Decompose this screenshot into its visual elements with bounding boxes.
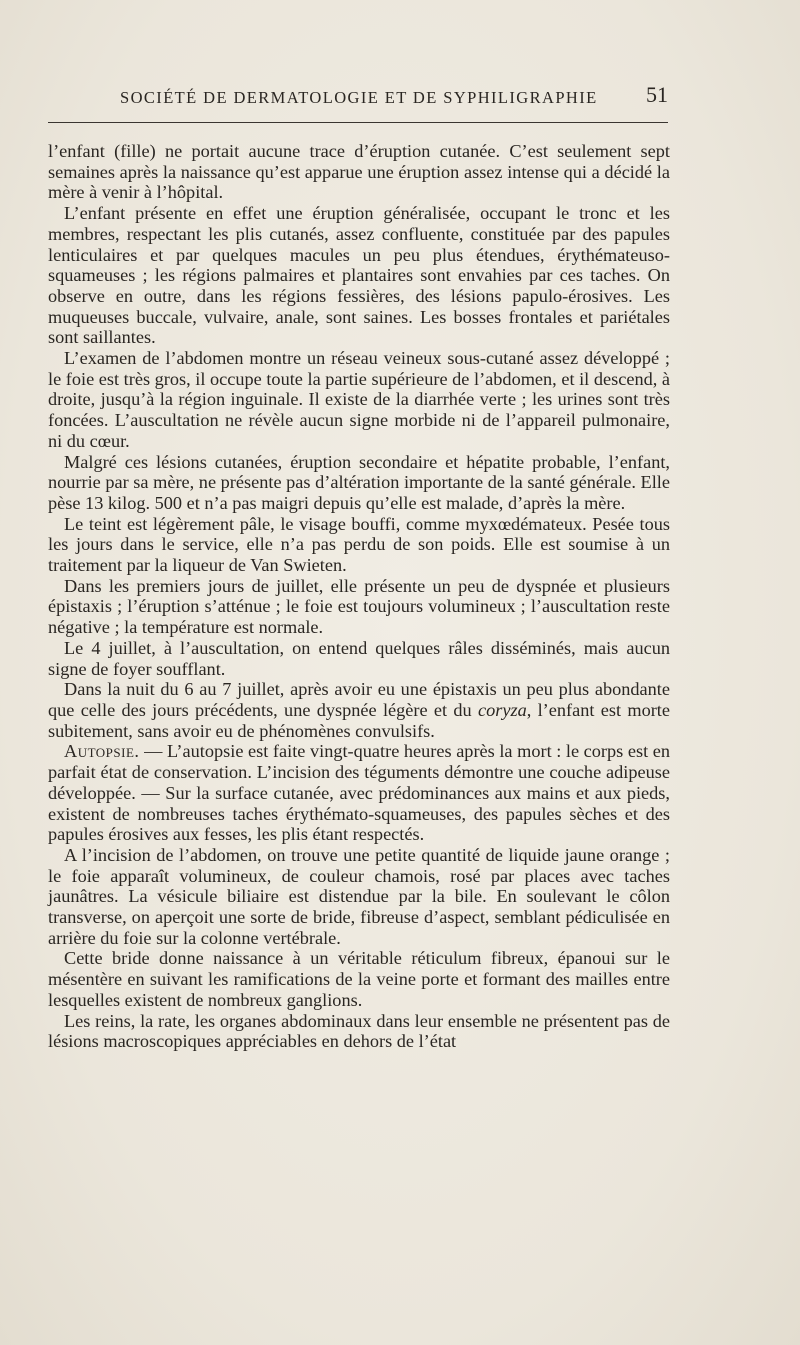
italic-term: coryza	[477, 699, 527, 720]
paragraph-7: Le 4 juillet, à l’auscultation, on entend quelques râles disséminés, mais aucun signe de foyer soufflant.	[48, 637, 670, 679]
header-rule	[48, 122, 668, 123]
page-number: 51	[646, 82, 668, 107]
paragraph-3: L’examen de l’abdomen montre un réseau veineux sous-cutané assez développé ; le foie est très gros, il occupe toute la partie supérieure de l’abdomen, et il descend, à droite, jusqu’à la région inguinale. Il existe de la diarrhée verte ; les urines sont très foncées. L’auscultation ne révèle aucun signe morbide ni de l’appareil pulmonaire, ni du cœur.	[48, 348, 670, 451]
paragraph-9-text: — L’autopsie est faite vingt-quatre heures après la mort : le corps est en parfait état de conservation. L’incision des téguments démontre une couche adipeuse développée. — Sur la surface cutanée, avec prédominances aux mains et aux pieds, existent de nombreuses taches érythémato-squameuses, des papules sèches et des papules érosives aux fesses, les plis étant respectés.	[48, 741, 670, 845]
paragraph-12: Les reins, la rate, les organes abdominaux dans leur ensemble ne présentent pas de lésions macroscopiques appréciables en dehors de l’état	[48, 1010, 670, 1052]
paragraph-6: Dans les premiers jours de juillet, elle présente un peu de dyspnée et plusieurs épistaxis ; l’éruption s’atténue ; le foie est toujours volumineux ; l’auscultation reste négative ; la température est normale.	[48, 575, 670, 638]
paragraph-8	[48, 679, 670, 741]
body-text	[48, 141, 670, 1052]
paragraph-1: l’enfant (fille) ne portait aucune trace d’éruption cutanée. C’est seulement sept semaines après la naissance qu’est apparue une éruption assez intense qui a décidé la mère à venir à l’hôpital.	[48, 141, 670, 203]
section-label: Autopsie.	[64, 741, 140, 762]
paragraph-4: Malgré ces lésions cutanées, éruption secondaire et hépatite probable, l’enfant, nourrie par sa mère, ne présente pas d’altération importante de la santé générale. Elle pèse 13 kilog. 500 et n’a pas maigri depuis qu’elle est malade, d’après la mère.	[48, 451, 670, 513]
paragraph-9	[48, 741, 670, 845]
paragraph-10: A l’incision de l’abdomen, on trouve une petite quantité de liquide jaune orange ; le foie apparaît volumineux, de couleur chamois, rosé par places avec taches jaunâtres. La vésicule biliaire est distendue par la bile. En soulevant le côlon transverse, on aperçoit une sorte de bride, fibreuse d’aspect, semblant pédiculisée en arrière du foie sur la colonne vertébrale.	[48, 844, 670, 948]
running-title: SOCIÉTÉ DE DERMATOLOGIE ET DE SYPHILIGRAPHIE	[120, 88, 598, 107]
paragraph-8-part-b: , l’enfant est morte subitement, sans avoir eu de phénomènes convulsifs.	[48, 699, 670, 741]
paragraph-2: L’enfant présente en effet une éruption généralisée, occupant le tronc et les membres, respectant les plis cutanés, assez confluente, constituée par des papules lenticulaires et par quelques macules un peu plus étendues, érythémateuso-squameuses ; les régions palmaires et plantaires sont envahies par ces taches. On observe en outre, dans les régions fessières, des lésions papulo-érosives. Les muqueuses buccale, vulvaire, anale, sont saines. Les bosses frontales et pariétales sont saillantes.	[48, 203, 670, 348]
paragraph-8-part-a: Dans la nuit du 6 au 7 juillet, après avoir eu une épistaxis un peu plus abondante que celle des jours précédents, une dyspnée légère et du	[48, 679, 670, 720]
paragraph-5: Le teint est légèrement pâle, le visage bouffi, comme myxœdémateux. Pesée tous les jours dans le service, elle n’a pas perdu de son poids. Elle est soumise à un traitement par la liqueur de Van Swieten.	[48, 513, 670, 576]
running-head	[48, 82, 670, 112]
paragraph-11: Cette bride donne naissance à un véritable réticulum fibreux, épanoui sur le mésentère en suivant les ramifications de la veine porte et formant des mailles entre lesquelles existent de nombreux ganglions.	[48, 948, 670, 1010]
